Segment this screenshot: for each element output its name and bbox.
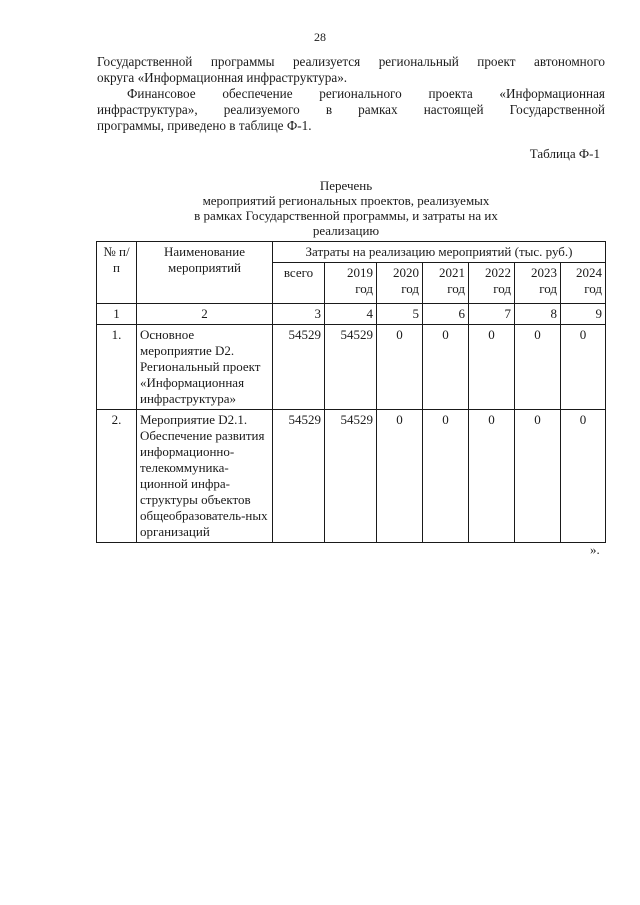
header-num: № п/п xyxy=(97,242,137,304)
paragraph-line: Финансовое обеспечение регионального проекта «Информационная xyxy=(127,86,605,101)
financing-paragraph xyxy=(97,86,605,134)
row-year-value: 0 xyxy=(377,410,423,543)
row-total: 54529 xyxy=(273,410,325,543)
header-year: 2022 год xyxy=(469,263,515,304)
row-year-value: 0 xyxy=(469,325,515,410)
header-year: 2021 год xyxy=(423,263,469,304)
measures-table xyxy=(96,241,606,543)
row-num: 1. xyxy=(97,325,137,410)
page-number: 28 xyxy=(314,30,326,44)
row-year-value: 54529 xyxy=(325,325,377,410)
column-number: 1 xyxy=(97,304,137,325)
paragraph-line: округа «Информационная инфраструктура». xyxy=(97,70,348,85)
header-year: 2023 год xyxy=(515,263,561,304)
header-year: 2024 год xyxy=(561,263,606,304)
column-number: 2 xyxy=(137,304,273,325)
row-year-value: 0 xyxy=(469,410,515,543)
row-year-value: 0 xyxy=(561,325,606,410)
column-number: 3 xyxy=(273,304,325,325)
row-year-value: 0 xyxy=(515,410,561,543)
paragraph-line: Государственной программы реализуется региональный проект автономного xyxy=(97,54,605,69)
closing-quote-mark: ». xyxy=(590,542,600,557)
caption-line: Перечень xyxy=(319,178,373,193)
table-row xyxy=(97,325,606,410)
table-caption xyxy=(96,178,596,238)
header-costs: Затраты на реализацию мероприятий (тыс. руб.) xyxy=(273,242,606,263)
paragraph-line: инфраструктура», реализуемого в рамках настоящей Государственной xyxy=(97,102,605,117)
header-name: Наименование мероприятий xyxy=(137,242,273,304)
header-total: всего xyxy=(273,263,325,304)
column-number: 8 xyxy=(515,304,561,325)
caption-line: в рамках Государственной программы, и затраты на их xyxy=(194,208,498,223)
column-number: 5 xyxy=(377,304,423,325)
caption-line: мероприятий региональных проектов, реализуемых xyxy=(202,193,490,208)
table-row xyxy=(97,410,606,543)
row-total: 54529 xyxy=(273,325,325,410)
column-number-row xyxy=(97,304,606,325)
header-row xyxy=(97,242,606,263)
column-number: 9 xyxy=(561,304,606,325)
row-name: Основное мероприятие D2. Региональный проект «Информационная инфраструктура» xyxy=(137,325,273,410)
row-year-value: 0 xyxy=(561,410,606,543)
row-year-value: 0 xyxy=(377,325,423,410)
row-year-value: 54529 xyxy=(325,410,377,543)
intro-paragraph xyxy=(97,54,605,86)
paragraph-line: программы, приведено в таблице Ф-1. xyxy=(97,118,312,133)
column-number: 7 xyxy=(469,304,515,325)
column-number: 6 xyxy=(423,304,469,325)
row-name: Мероприятие D2.1. Обеспечение развития информационно-телекоммуника-ционной инфра-структуры объектов общеобразователь-ных организаций xyxy=(137,410,273,543)
row-num: 2. xyxy=(97,410,137,543)
table-reference: Таблица Ф-1 xyxy=(529,146,600,161)
caption-line: реализацию xyxy=(312,223,380,238)
header-year: 2019 год xyxy=(325,263,377,304)
header-year: 2020 год xyxy=(377,263,423,304)
row-year-value: 0 xyxy=(515,325,561,410)
row-year-value: 0 xyxy=(423,410,469,543)
row-year-value: 0 xyxy=(423,325,469,410)
column-number: 4 xyxy=(325,304,377,325)
